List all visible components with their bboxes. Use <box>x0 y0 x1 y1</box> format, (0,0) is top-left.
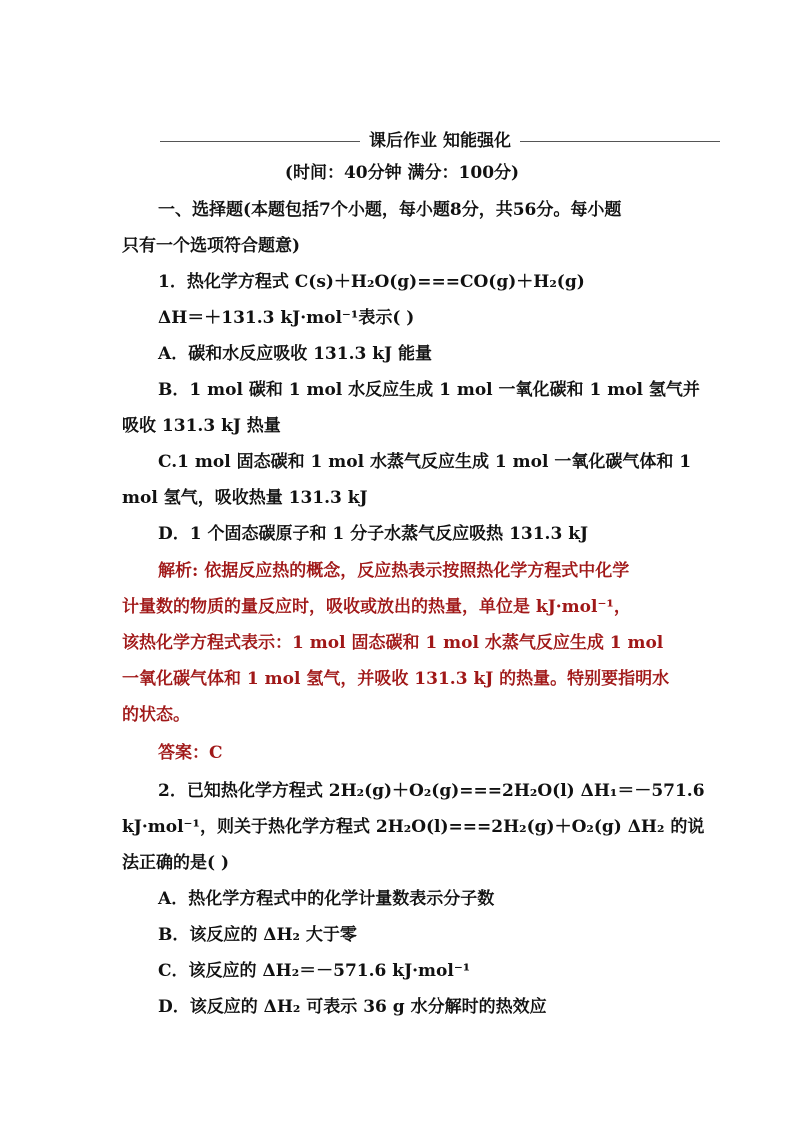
analysis-text: : 依据反应热的概念，反应热表示按照热化学方程式中化学 <box>192 561 630 581</box>
q2-stem-3: 法正确的是( ) <box>122 853 230 873</box>
q2-option-c: C．该反应的 ΔH₂＝－571.6 kJ·mol⁻¹ <box>158 961 471 981</box>
page-header <box>160 131 720 151</box>
section-heading-line <box>158 200 682 220</box>
q2-option-d: D．该反应的 ΔH₂ 可表示 36 g 水分解时的热效应 <box>158 997 547 1017</box>
answer-label: 答案 <box>158 743 192 763</box>
q1-stem-2: ΔH＝＋131.3 kJ·mol⁻¹表示( ) <box>158 308 415 328</box>
q1-analysis-2: 计量数的物质的量反应时，吸收或放出的热量，单位是 kJ·mol⁻¹， <box>122 597 631 617</box>
analysis-label: 解析 <box>158 561 192 581</box>
q1-analysis-3: 该热化学方程式表示：1 mol 固态碳和 1 mol 水蒸气反应生成 1 mol <box>122 633 664 653</box>
answer-value: ：C <box>192 743 223 763</box>
q2-option-a: A．热化学方程式中的化学计量数表示分子数 <box>158 889 495 909</box>
time-limit: (时间：40分钟 满分：100分) <box>284 163 520 183</box>
section-description: (本题包括7个小题，每小题8分，共56分。每小题 <box>243 200 622 220</box>
header-title: 课后作业 知能强化 <box>369 131 511 151</box>
q1-option-a: A．碳和水反应吸收 131.3 kJ 能量 <box>158 344 433 364</box>
section-description-2: 只有一个选项符合题意) <box>122 236 301 256</box>
q1-option-b-2: 吸收 131.3 kJ 热量 <box>122 416 281 436</box>
q1-analysis-4: 一氧化碳气体和 1 mol 氢气，并吸收 131.3 kJ 的热量。特别要指明水 <box>122 669 670 689</box>
q1-option-c-2: mol 氢气，吸收热量 131.3 kJ <box>122 488 368 508</box>
q1-answer <box>158 743 682 763</box>
section-heading: 一、选择题 <box>158 200 243 220</box>
q2-stem-2: kJ·mol⁻¹，则关于热化学方程式 2H₂O(l)===2H₂(g)＋O₂(g) ΔH₂ 的说 <box>122 817 705 837</box>
q1-option-c: C.1 mol 固态碳和 1 mol 水蒸气反应生成 1 mol 一氧化碳气体和 1 <box>158 452 692 472</box>
q2-option-b: B．该反应的 ΔH₂ 大于零 <box>158 925 357 945</box>
q1-stem-1: 1．热化学方程式 C(s)＋H₂O(g)===CO(g)＋H₂(g) <box>158 272 585 292</box>
q1-analysis-1 <box>158 561 682 581</box>
q1-analysis-5: 的状态。 <box>122 705 190 725</box>
q2-stem-1: 2．已知热化学方程式 2H₂(g)＋O₂(g)===2H₂O(l) ΔH₁＝－571.6 <box>158 781 705 801</box>
q1-option-b: B．1 mol 碳和 1 mol 水反应生成 1 mol 一氧化碳和 1 mol 氢气并 <box>158 380 700 400</box>
q1-option-d: D．1 个固态碳原子和 1 分子水蒸气反应吸热 131.3 kJ <box>158 524 589 544</box>
